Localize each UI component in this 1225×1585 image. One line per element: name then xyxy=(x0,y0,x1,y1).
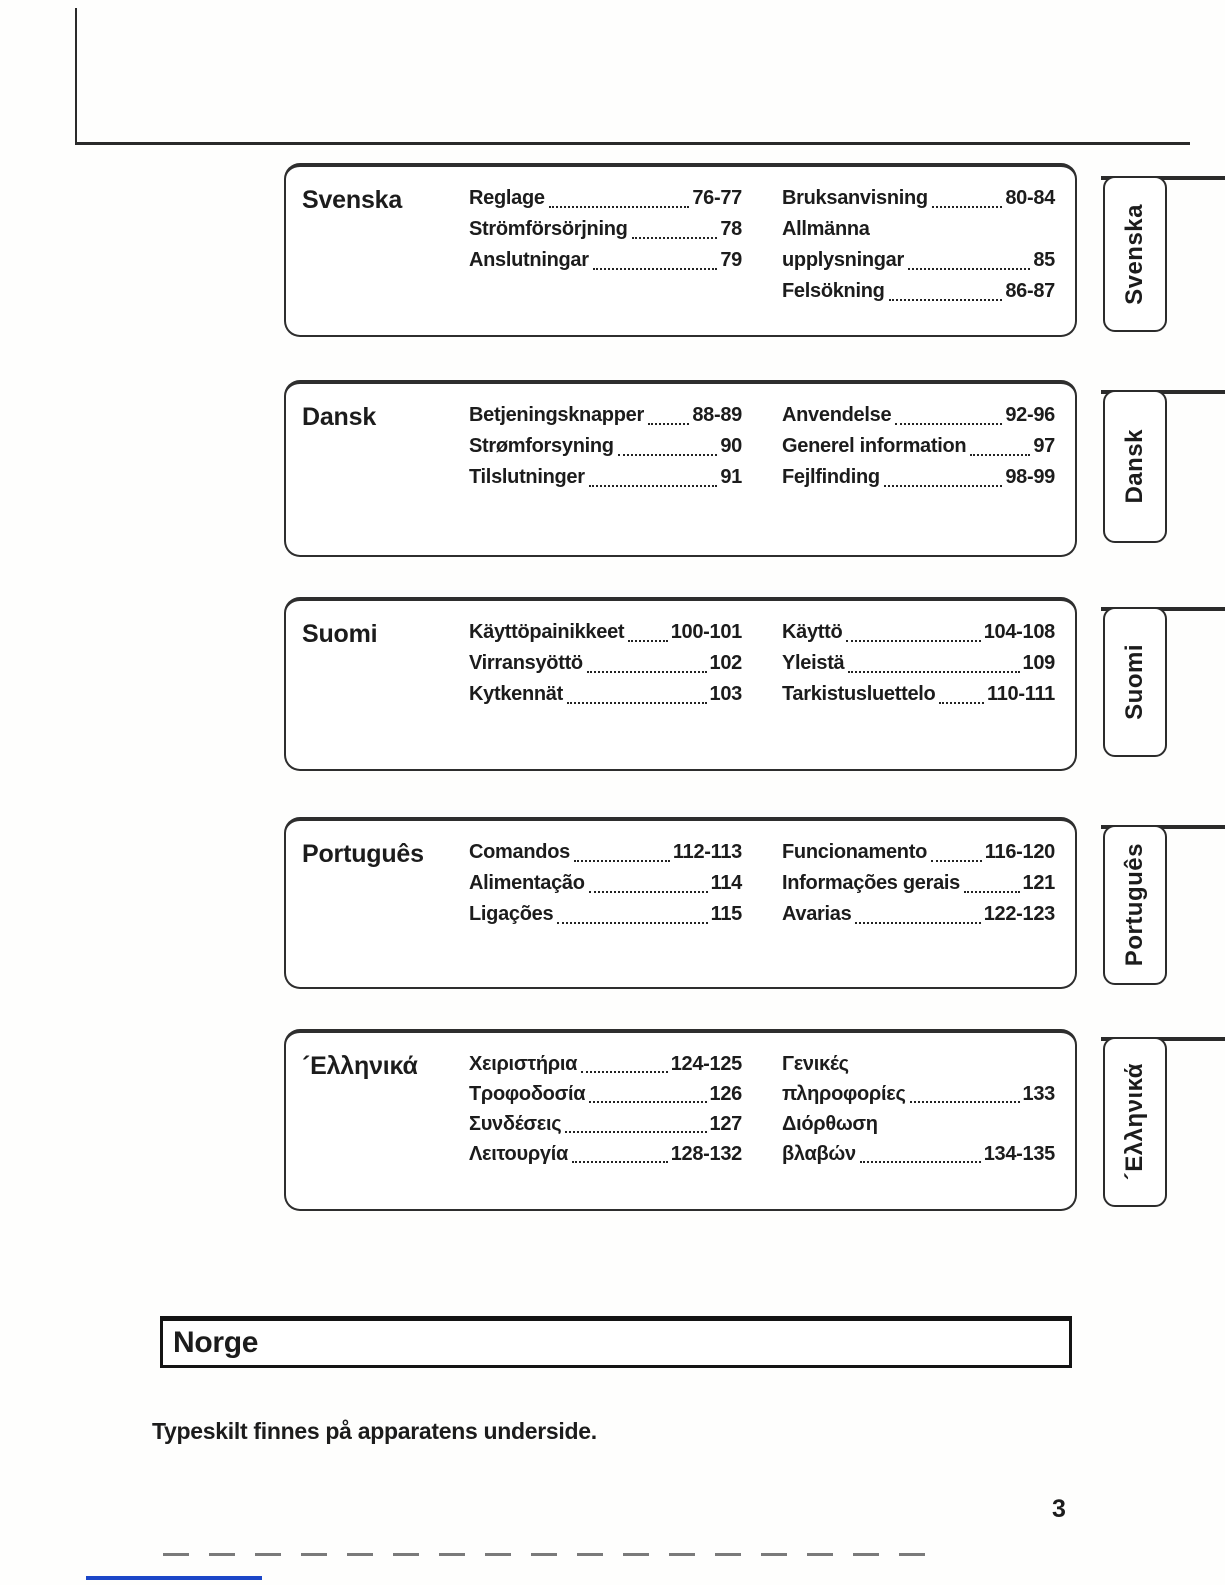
scan-artifact-dashed-line xyxy=(163,1553,935,1556)
entry-label: Τροφοδοσία xyxy=(469,1083,586,1105)
toc-section-dansk xyxy=(284,380,1077,557)
entry-label: Ligações xyxy=(469,903,554,925)
entry-page: 126 xyxy=(709,1083,742,1105)
toc-column-2 xyxy=(782,183,1055,325)
scan-corner-horizontal-line xyxy=(75,142,1190,145)
entry-page: 114 xyxy=(710,872,742,894)
toc-column-2 xyxy=(782,837,1055,977)
entry-page: 103 xyxy=(709,683,742,705)
dot-leader xyxy=(549,206,690,208)
dot-leader xyxy=(593,268,718,270)
entry-label: Alimentação xyxy=(469,872,585,894)
entry-label: Avarias xyxy=(782,903,852,925)
entry-page: 100-101 xyxy=(670,621,742,643)
language-tab-portugues xyxy=(1101,825,1225,985)
entry-page: 127 xyxy=(709,1113,742,1135)
toc-entry xyxy=(782,431,1055,462)
dot-leader xyxy=(587,671,707,673)
toc-entry xyxy=(782,837,1055,868)
tab-label: Português xyxy=(1121,843,1148,967)
toc-column-1 xyxy=(469,617,742,759)
entry-label: Virransyöttö xyxy=(469,652,583,674)
toc-entry xyxy=(469,679,742,710)
entry-label: Informações gerais xyxy=(782,872,961,894)
entry-label: Anslutningar xyxy=(469,249,589,271)
dot-leader xyxy=(910,1101,1020,1103)
toc-columns xyxy=(469,837,1055,977)
toc-section-svenska xyxy=(284,163,1077,337)
entry-label: Χειριστήρια xyxy=(469,1053,578,1075)
toc-entry xyxy=(782,462,1055,493)
entry-label: Fejlfinding xyxy=(782,466,880,488)
toc-section-suomi xyxy=(284,597,1077,771)
dot-leader xyxy=(860,1161,981,1163)
tab-shape xyxy=(1103,1037,1167,1207)
entry-page: 122-123 xyxy=(983,903,1055,925)
toc-entry xyxy=(469,400,742,431)
toc-column-1 xyxy=(469,183,742,325)
tab-shape xyxy=(1103,825,1167,985)
toc-column-2 xyxy=(782,617,1055,759)
entry-label: πληροφορίες xyxy=(782,1083,906,1105)
toc-columns xyxy=(469,400,1055,545)
entry-page: 76-77 xyxy=(692,187,742,209)
entry-label: βλαβών xyxy=(782,1143,856,1165)
dot-leader xyxy=(648,423,689,425)
entry-page: 112-113 xyxy=(672,841,742,863)
dot-leader xyxy=(895,423,1002,425)
entry-label: Strømforsyning xyxy=(469,435,614,457)
toc-entry xyxy=(782,400,1055,431)
dot-leader xyxy=(572,1161,668,1163)
toc-entry xyxy=(469,868,742,899)
entry-label: Bruksanvisning xyxy=(782,187,928,209)
dot-leader xyxy=(846,640,980,642)
tab-label: Svenska xyxy=(1121,203,1148,305)
dot-leader xyxy=(970,454,1030,456)
entry-page: 128-132 xyxy=(670,1143,742,1165)
toc-column-1 xyxy=(469,1049,742,1199)
entry-page: 109 xyxy=(1022,652,1055,674)
tab-shape xyxy=(1103,176,1167,332)
toc-entry xyxy=(469,1079,742,1109)
entry-label: Διόρθωση xyxy=(782,1113,878,1135)
entry-label: Felsökning xyxy=(782,280,885,302)
entry-page: 98-99 xyxy=(1005,466,1055,488)
norge-heading: Norge xyxy=(173,1326,259,1359)
dot-leader xyxy=(931,860,982,862)
entry-label: Generel information xyxy=(782,435,967,457)
toc-entry xyxy=(469,462,742,493)
dot-leader xyxy=(565,1131,706,1133)
entry-page: 133 xyxy=(1022,1083,1055,1105)
toc-entry xyxy=(782,1079,1055,1109)
entry-page: 104-108 xyxy=(983,621,1055,643)
toc-entry xyxy=(469,245,742,276)
toc-entry xyxy=(469,183,742,214)
entry-page: 115 xyxy=(710,903,742,925)
entry-page: 110-111 xyxy=(987,683,1055,705)
norge-box xyxy=(160,1316,1072,1368)
entry-label: Käyttöpainikkeet xyxy=(469,621,625,643)
toc-entry xyxy=(469,431,742,462)
entry-label: Tilslutninger xyxy=(469,466,585,488)
entry-page: 97 xyxy=(1033,435,1055,457)
entry-page: 134-135 xyxy=(983,1143,1055,1165)
scan-corner-vertical-line xyxy=(75,8,77,144)
entry-label: Tarkistusluettelo xyxy=(782,683,936,705)
toc-column-1 xyxy=(469,400,742,545)
toc-entry xyxy=(469,214,742,245)
entry-label: upplysningar xyxy=(782,249,904,271)
section-title: Suomi xyxy=(302,620,378,648)
tab-label: ´Ελληνικά xyxy=(1121,1063,1148,1181)
language-tab-ellinika xyxy=(1101,1037,1225,1207)
entry-page: 91 xyxy=(720,466,742,488)
entry-page: 102 xyxy=(709,652,742,674)
toc-columns xyxy=(469,617,1055,759)
entry-label: Strömförsörjning xyxy=(469,218,628,240)
tab-shape xyxy=(1103,390,1167,543)
toc-columns xyxy=(469,183,1055,325)
toc-entry xyxy=(469,1109,742,1139)
entry-page: 79 xyxy=(720,249,742,271)
toc-entry xyxy=(782,868,1055,899)
entry-label: Anvendelse xyxy=(782,404,892,426)
entry-label: Yleistä xyxy=(782,652,845,674)
dot-leader xyxy=(618,454,718,456)
entry-label: Συνδέσεις xyxy=(469,1113,562,1135)
toc-entry xyxy=(782,679,1055,710)
toc-entry xyxy=(782,214,1055,245)
dot-leader xyxy=(889,299,1003,301)
entry-page: 86-87 xyxy=(1005,280,1055,302)
toc-columns xyxy=(469,1049,1055,1199)
tab-label: Dansk xyxy=(1121,429,1148,504)
dot-leader xyxy=(848,671,1019,673)
entry-page: 85 xyxy=(1033,249,1055,271)
toc-entry xyxy=(469,1049,742,1079)
entry-label: Λειτουργία xyxy=(469,1143,568,1165)
toc-entry xyxy=(782,1139,1055,1169)
language-tab-suomi xyxy=(1101,607,1225,757)
dot-leader xyxy=(884,485,1003,487)
toc-entry xyxy=(469,617,742,648)
entry-label: Funcionamento xyxy=(782,841,927,863)
entry-page: 92-96 xyxy=(1005,404,1055,426)
toc-entry xyxy=(469,837,742,868)
dot-leader xyxy=(581,1071,668,1073)
toc-entry xyxy=(469,1139,742,1169)
entry-page: 90 xyxy=(720,435,742,457)
entry-page: 116-120 xyxy=(984,841,1055,863)
section-title: Svenska xyxy=(302,186,403,214)
entry-label: Betjeningsknapper xyxy=(469,404,644,426)
dot-leader xyxy=(628,640,667,642)
toc-entry xyxy=(782,1049,1055,1079)
dot-leader xyxy=(589,891,708,893)
dot-leader xyxy=(855,922,980,924)
entry-label: Γενικές xyxy=(782,1053,849,1075)
toc-entry xyxy=(782,648,1055,679)
section-title: Dansk xyxy=(302,403,377,431)
entry-page: 88-89 xyxy=(692,404,742,426)
scan-artifact-blue-line xyxy=(86,1576,262,1580)
toc-entry xyxy=(782,245,1055,276)
toc-section-ellinika xyxy=(284,1029,1077,1211)
toc-entry xyxy=(782,899,1055,930)
entry-label: Käyttö xyxy=(782,621,843,643)
entry-page: 78 xyxy=(720,218,742,240)
toc-column-2 xyxy=(782,400,1055,545)
tab-shape xyxy=(1103,607,1167,757)
language-tab-svenska xyxy=(1101,176,1225,332)
section-title: Português xyxy=(302,840,424,868)
toc-entry xyxy=(782,276,1055,307)
toc-entry xyxy=(782,183,1055,214)
toc-entry xyxy=(782,1109,1055,1139)
entry-label: Comandos xyxy=(469,841,570,863)
dot-leader xyxy=(908,268,1030,270)
section-title: ´Ελληνικά xyxy=(302,1052,418,1080)
toc-entry xyxy=(469,648,742,679)
dot-leader xyxy=(964,891,1020,893)
toc-section-portugues xyxy=(284,817,1077,989)
page-number: 3 xyxy=(1052,1495,1066,1523)
entry-page: 124-125 xyxy=(670,1053,742,1075)
entry-page: 121 xyxy=(1022,872,1055,894)
dot-leader xyxy=(574,860,670,862)
toc-column-2 xyxy=(782,1049,1055,1199)
toc-entry xyxy=(469,899,742,930)
tab-label: Suomi xyxy=(1121,644,1148,720)
entry-label: Kytkennät xyxy=(469,683,563,705)
entry-label: Reglage xyxy=(469,187,545,209)
toc-column-1 xyxy=(469,837,742,977)
norge-note: Typeskilt finnes på apparatens underside. xyxy=(152,1418,597,1444)
entry-page: 80-84 xyxy=(1005,187,1055,209)
dot-leader xyxy=(939,702,984,704)
dot-leader xyxy=(589,485,718,487)
dot-leader xyxy=(567,702,707,704)
dot-leader xyxy=(932,206,1003,208)
language-tab-dansk xyxy=(1101,390,1225,543)
dot-leader xyxy=(632,237,718,239)
entry-label: Allmänna xyxy=(782,218,870,240)
dot-leader xyxy=(557,922,707,924)
toc-entry xyxy=(782,617,1055,648)
dot-leader xyxy=(589,1101,706,1103)
